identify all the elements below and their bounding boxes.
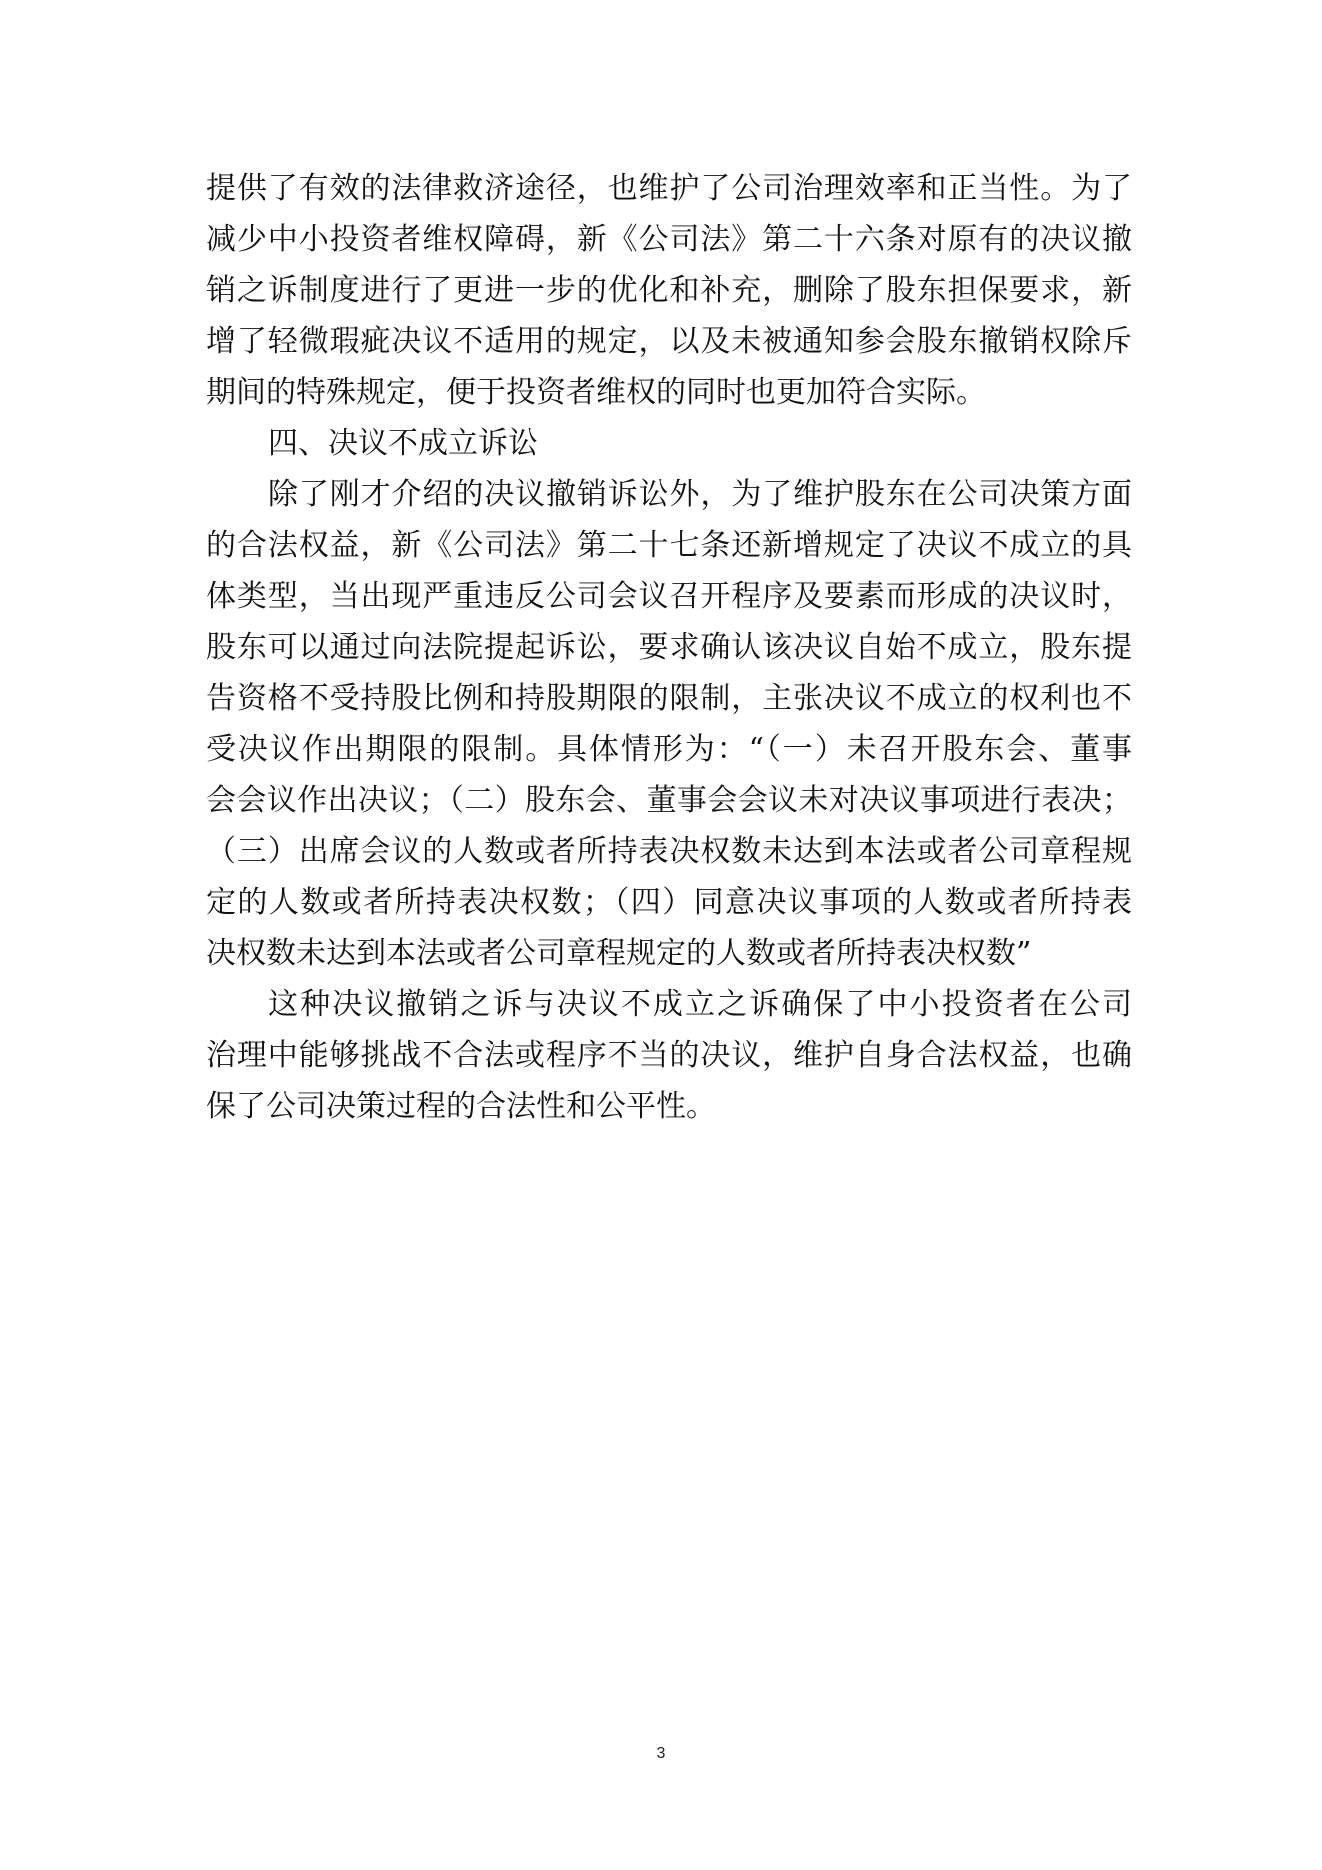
paragraph-line: 提供了有效的法律救济途径，也维护了公司治理效率和正当性。为了 <box>206 171 1132 206</box>
paragraph-line: 股东可以通过向法院提起诉讼，要求确认该决议自始不成立，股东提 <box>206 630 1132 665</box>
paragraph-line: 体类型，当出现严重违反公司会议召开程序及要素而形成的决议时， <box>206 579 1132 614</box>
paragraph-line: 治理中能够挑战不合法或程序不当的决议，维护自身合法权益，也确 <box>206 1038 1132 1073</box>
paragraph-line: 定的人数或者所持表决权数；（四）同意决议事项的人数或者所持表 <box>206 885 1132 920</box>
paragraph-line: 这种决议撤销之诉与决议不成立之诉确保了中小投资者在公司 <box>268 987 1132 1022</box>
paragraph-line: 的合法权益，新《公司法》第二十七条还新增规定了决议不成立的具 <box>206 528 1132 563</box>
page-number: 3 <box>656 1745 666 1762</box>
paragraph-line: 保了公司决策过程的合法性和公平性。 <box>206 1089 716 1124</box>
paragraph-line: （三）出席会议的人数或者所持表决权数未达到本法或者公司章程规 <box>206 834 1132 869</box>
paragraph-line: 会会议作出决议；（二）股东会、董事会会议未对决议事项进行表决； <box>206 783 1132 818</box>
paragraph-line: 减少中小投资者维权障碍，新《公司法》第二十六条对原有的决议撤 <box>206 222 1132 257</box>
paragraph-line: 增了轻微瑕疵决议不适用的规定，以及未被通知参会股东撤销权除斥 <box>206 324 1132 359</box>
paragraph-line: 告资格不受持股比例和持股期限的限制，主张决议不成立的权利也不 <box>206 681 1132 716</box>
paragraph-line: 期间的特殊规定，便于投资者维权的同时也更加符合实际。 <box>206 375 986 410</box>
paragraph-line: 销之诉制度进行了更进一步的优化和补充，删除了股东担保要求，新 <box>206 273 1132 308</box>
paragraph-line: 决权数未达到本法或者公司章程规定的人数或者所持表决权数” <box>206 936 1032 971</box>
paragraph-line: 除了刚才介绍的决议撤销诉讼外，为了维护股东在公司决策方面 <box>268 477 1132 512</box>
body-text <box>206 163 1132 1132</box>
paragraph-line: 受决议作出期限的限制。具体情形为：“（一）未召开股东会、董事 <box>206 732 1132 767</box>
section-heading: 四、决议不成立诉讼 <box>268 426 538 461</box>
